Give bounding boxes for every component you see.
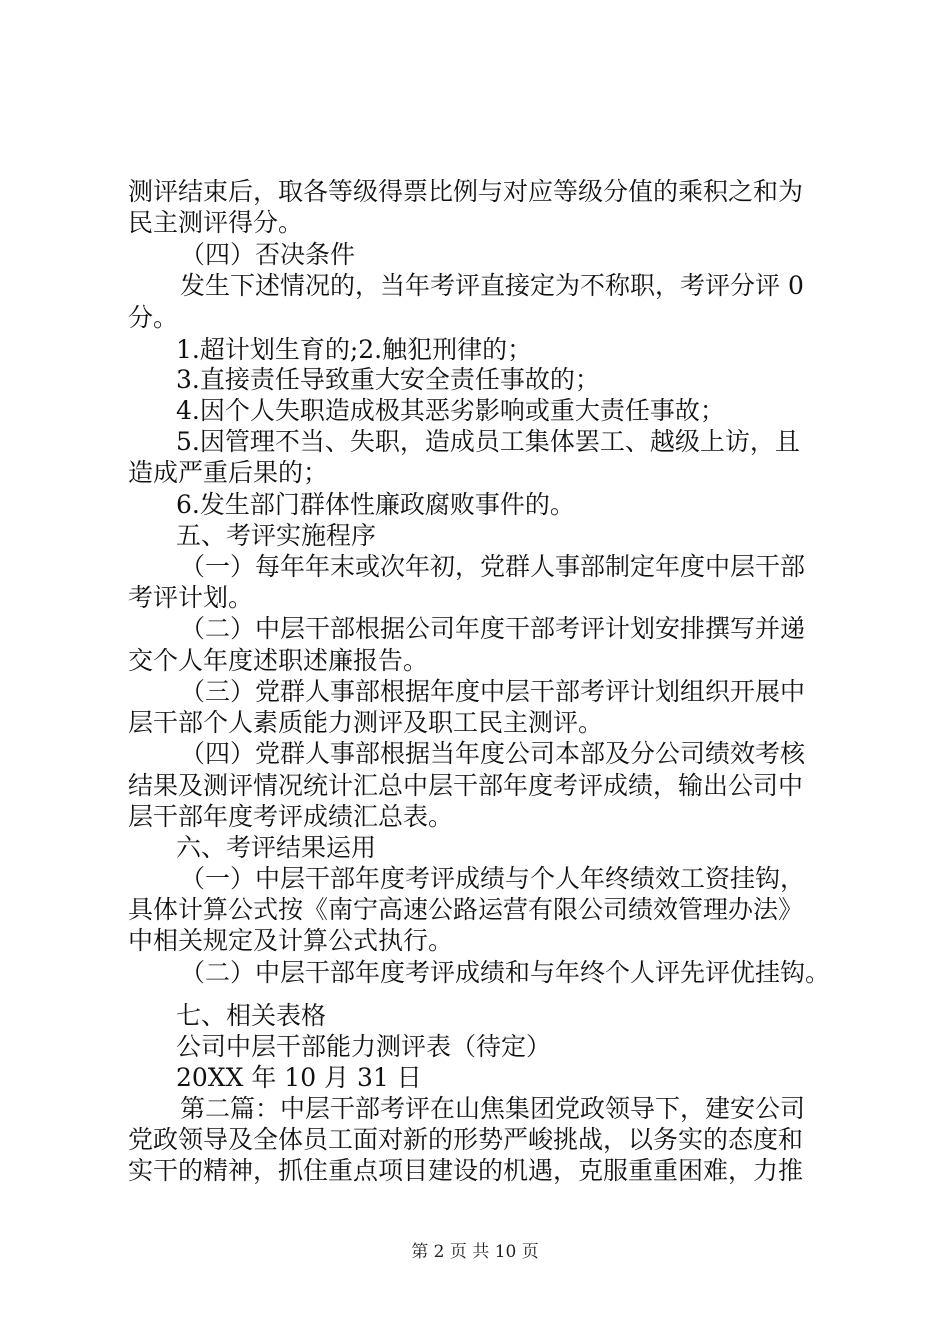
text-line: 第二篇：中层干部考评在山焦集团党政领导下，建安公司 <box>180 1094 806 1123</box>
list-item: 6.发生部门群体性廉政腐败事件的。 <box>176 490 575 519</box>
text-line: （三）党群人事部根据年度中层干部考评计划组织开展中 <box>180 677 806 706</box>
text-line: （一）每年年末或次年初，党群人事部制定年度中层干部 <box>180 552 806 581</box>
text-line: 民主测评得分。 <box>128 208 304 237</box>
text-line: 层干部年度考评成绩汇总表。 <box>128 802 454 831</box>
section-heading: 七、相关表格 <box>176 1001 327 1030</box>
text-line: 考评计划。 <box>128 583 254 612</box>
text-line: （四）党群人事部根据当年度公司本部及分公司绩效考核 <box>180 739 806 768</box>
text-line: 造成严重后果的； <box>128 458 329 487</box>
list-item: 1.超计划生育的;2.触犯刑律的； <box>176 335 533 364</box>
text-line: 实干的精神，抓住重点项目建设的机遇，克服重重困难，力推 <box>128 1156 804 1185</box>
page-number-footer: 第 2 页 共 10 页 <box>411 1242 539 1262</box>
text-line: （二）中层干部根据公司年度干部考评计划安排撰写并递 <box>180 614 806 643</box>
section-heading: 六、考评结果运用 <box>176 833 377 862</box>
text-line: 交个人年度述职述廉报告。 <box>128 646 429 675</box>
text-line: 测评结束后，取各等级得票比例与对应等级分值的乘积之和为 <box>128 177 804 206</box>
text-line: 公司中层干部能力测评表（待定） <box>176 1032 552 1061</box>
list-item: 5.因管理不当、失职，造成员工集体罢工、越级上访，且 <box>176 427 800 456</box>
text-line: （二）中层干部年度考评成绩和与年终个人评先评优挂钩。 <box>180 958 831 987</box>
text-line: 中相关规定及计算公式执行。 <box>128 926 454 955</box>
section-heading: （四）否决条件 <box>180 240 356 269</box>
section-heading: 五、考评实施程序 <box>176 521 377 550</box>
text-line: （一）中层干部年度考评成绩与个人年终绩效工资挂钩， <box>180 864 806 893</box>
list-item: 4.因个人失职造成极其恶劣影响或重大责任事故； <box>176 396 725 425</box>
text-line: 分。 <box>128 303 179 332</box>
text-line: 具体计算公式按《南宁高速公路运营有限公司绩效管理办法》 <box>128 895 804 924</box>
list-item: 3.直接责任导致重大安全责任事故的； <box>176 365 600 394</box>
date-line: 20XX 年 10 月 31 日 <box>176 1063 422 1092</box>
text-line: 发生下述情况的，当年考评直接定为不称职，考评分评 0 <box>180 271 804 300</box>
text-line: 党政领导及全体员工面对新的形势严峻挑战，以务实的态度和 <box>128 1125 804 1154</box>
text-line: 层干部个人素质能力测评及职工民主测评。 <box>128 708 604 737</box>
text-line: 结果及测评情况统计汇总中层干部年度考评成绩，输出公司中 <box>128 771 804 800</box>
